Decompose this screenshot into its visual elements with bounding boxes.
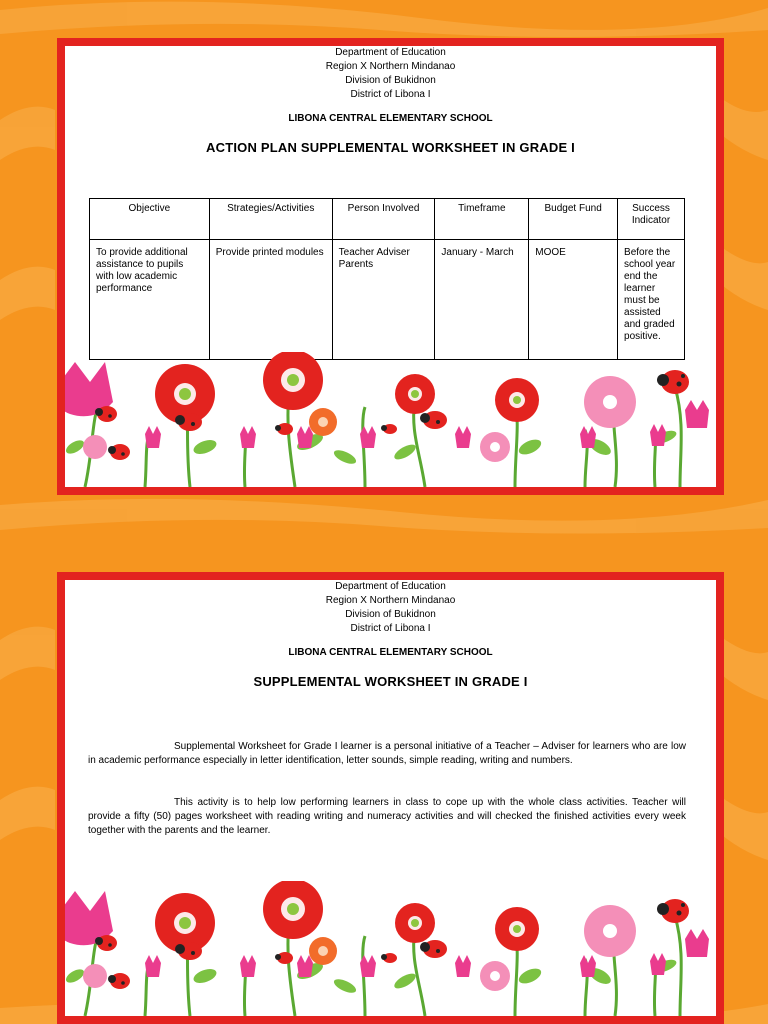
page-action-plan xyxy=(57,38,724,495)
col-timeframe: Timeframe xyxy=(435,199,529,240)
header-line: District of Libona I xyxy=(350,89,431,100)
cell-person-involved: Teacher Adviser Parents xyxy=(332,240,435,360)
school-name: LIBONA CENTRAL ELEMENTARY SCHOOL xyxy=(288,113,493,124)
page-title: SUPPLEMENTAL WORKSHEET IN GRADE I xyxy=(253,674,528,689)
page-title: ACTION PLAN SUPPLEMENTAL WORKSHEET IN GRADE I xyxy=(206,140,575,155)
paragraph: Supplemental Worksheet for Grade I learner is a personal initiative of a Teacher – Adviser for learners who are low in academic performance especially in letter identification, letter sounds, simple reading, writing and numbers. xyxy=(88,741,686,766)
flower-border-illustration xyxy=(65,352,716,487)
header-line: Division of Bukidnon xyxy=(345,609,436,620)
col-person-involved: Person Involved xyxy=(332,199,435,240)
page-paper xyxy=(65,46,716,487)
action-plan-table xyxy=(89,198,685,360)
flower-border-illustration xyxy=(65,881,716,1016)
school-name: LIBONA CENTRAL ELEMENTARY SCHOOL xyxy=(288,647,493,658)
header-line: Region X Northern Mindanao xyxy=(325,61,456,72)
letterhead xyxy=(65,46,716,102)
cell-timeframe: January - March xyxy=(435,240,529,360)
col-budget-fund: Budget Fund xyxy=(529,199,618,240)
header-line: Department of Education xyxy=(335,47,446,58)
cell-success-indicator: Before the school year end the learner must be assisted and graded positive. xyxy=(618,240,685,360)
header-line: District of Libona I xyxy=(350,623,431,634)
cell-budget-fund: MOOE xyxy=(529,240,618,360)
table-header-row xyxy=(90,199,685,240)
page-supplemental-worksheet xyxy=(57,572,724,1024)
paragraph: This activity is to help low performing learners in class to cope up with the whole class activities. Teacher will provide a fifty (50) pages worksheet with reading writing and numeracy activities and will checked the finished activities every week together with the parents and the learner. xyxy=(88,797,686,836)
table-row xyxy=(90,240,685,360)
col-success-indicator: Success Indicator xyxy=(618,199,685,240)
col-strategies: Strategies/Activities xyxy=(209,199,332,240)
letterhead xyxy=(65,580,716,636)
cell-strategies: Provide printed modules xyxy=(209,240,332,360)
header-line: Division of Bukidnon xyxy=(345,75,436,86)
header-line: Region X Northern Mindanao xyxy=(325,595,456,606)
cell-objective: To provide additional assistance to pupils with low academic performance xyxy=(90,240,210,360)
header-line: Department of Education xyxy=(335,581,446,592)
page-paper xyxy=(65,580,716,1016)
col-objective: Objective xyxy=(90,199,210,240)
